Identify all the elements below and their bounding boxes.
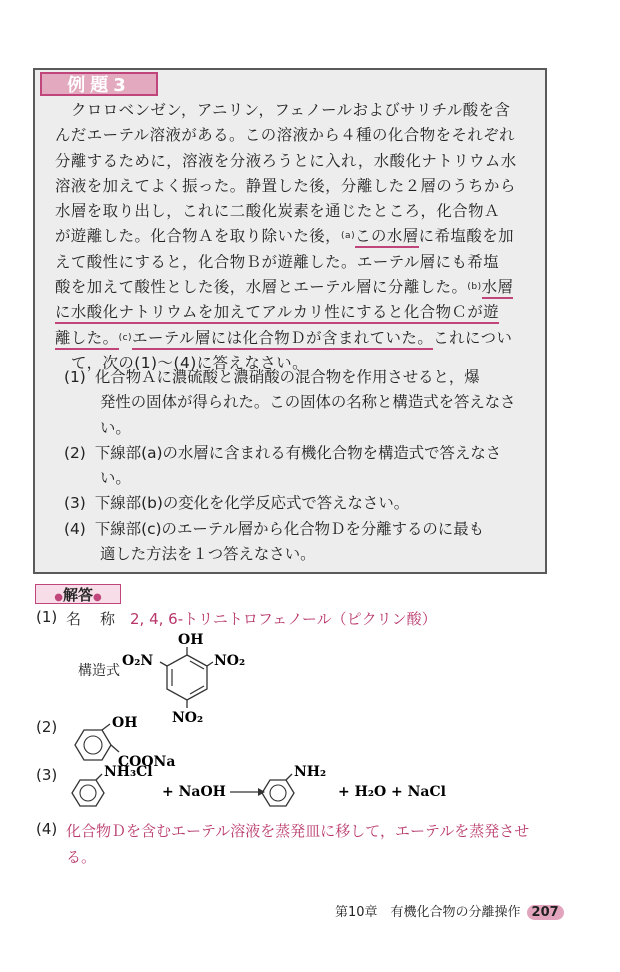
- page-footer: [335, 901, 564, 920]
- problem-line: 溶液を加えてよく振った。静置した後，分離した２層のうちから: [55, 176, 516, 195]
- underline-b: に水酸化ナトリウムを加えてアルカリ性にすると化合物Ｃが遊: [55, 303, 499, 324]
- products-rest: + H₂O + NaCl: [338, 784, 446, 800]
- answer-1-name: 2, 4, 6-トリニトロフェノール（ピクリン酸）: [130, 610, 437, 628]
- problem-line: が遊離した。化合物Ａを取り除いた後，$^{(a)}$この水層に希塩酸を加: [55, 224, 533, 249]
- problem-line: んだエーテル溶液がある。この溶液から４種の化合物をそれぞれ: [55, 126, 516, 145]
- problem-line: クロロベンゼン，アニリン，フェノールおよびサリチル酸を含: [71, 101, 511, 119]
- answer-heading: ●解答●: [35, 584, 121, 604]
- underline-b: 離した。: [55, 329, 119, 350]
- problem-line: [55, 300, 533, 325]
- underline-c: エーテル層には化合物Ｄが含まれていた。: [132, 329, 433, 350]
- underline-b: 水層: [482, 278, 514, 299]
- question-list: (1) 化合物Ａに濃硫酸と濃硝酸の混合物を作用させると，爆 発性の固体が得られた。この固体の名称と構造式を答えなさ い。 (2) 下線部(a)の水層に含まれる有機化合物を構造式で答えなさ い。 (3) 下線部(b)の変化を化学反応式で答えなさい。 (4) 下線部(c)のエーテル層から化合物Ｄを分離するのに最も 適した方法を１つ答えなさい。: [64, 368, 516, 564]
- reaction-equation: [66, 760, 466, 810]
- underline-a: この水層: [355, 227, 419, 248]
- problem-line: えて酸性にすると，化合物Ｂが遊離した。エーテル層にも希塩: [55, 252, 500, 271]
- answer-1-structure-label: 構造式: [78, 663, 120, 679]
- answer-4-text: 化合物Ｄを含むエーテル溶液を蒸発皿に移して，エーテルを蒸発させ: [66, 822, 530, 840]
- answer-3-number: (3): [36, 766, 58, 784]
- problem-text: [55, 98, 533, 376]
- no2-right-group: NO₂: [214, 653, 246, 669]
- problem-line: 水層を取り出し，これに二酸化炭素を通じたところ，化合物Ａ: [55, 202, 500, 221]
- page-number: 207: [527, 905, 564, 920]
- naoh-term: + NaOH: [162, 784, 226, 800]
- problem-line: て，次の(1)〜(4)に答えなさい。: [71, 353, 308, 372]
- chapter-title: 第10章 有機化合物の分離操作: [335, 905, 521, 920]
- answer-2-number: (2): [36, 718, 58, 736]
- oh-group: OH: [178, 632, 204, 648]
- answer-4-number: (4): [36, 820, 58, 838]
- problem-line: 酸を加えて酸性とした後，水層とエーテル層に分離した。$^{(b)}$水層: [55, 275, 533, 300]
- product-group: NH₂: [294, 764, 327, 780]
- answer-1-number: (1): [36, 608, 58, 626]
- example-tag: 例題3: [40, 72, 158, 96]
- picric-acid-structure: [120, 625, 250, 725]
- problem-line: 離した。$^{(c)}$エーテル層には化合物Ｄが含まれていた。これについ: [55, 326, 533, 351]
- problem-line: 分離するために，溶液を分液ろうとに入れ，水酸化ナトリウム水: [55, 151, 517, 170]
- answer-4-text-cont: る。: [66, 848, 97, 866]
- coona-group: COONa: [118, 754, 176, 770]
- no2-bottom-group: NO₂: [172, 710, 204, 725]
- oh-group: OH: [112, 715, 138, 731]
- o2n-group: O₂N: [122, 653, 154, 669]
- answer-1-label: 名 称: [66, 610, 118, 628]
- reactant-group: NH₃Cl: [104, 764, 153, 780]
